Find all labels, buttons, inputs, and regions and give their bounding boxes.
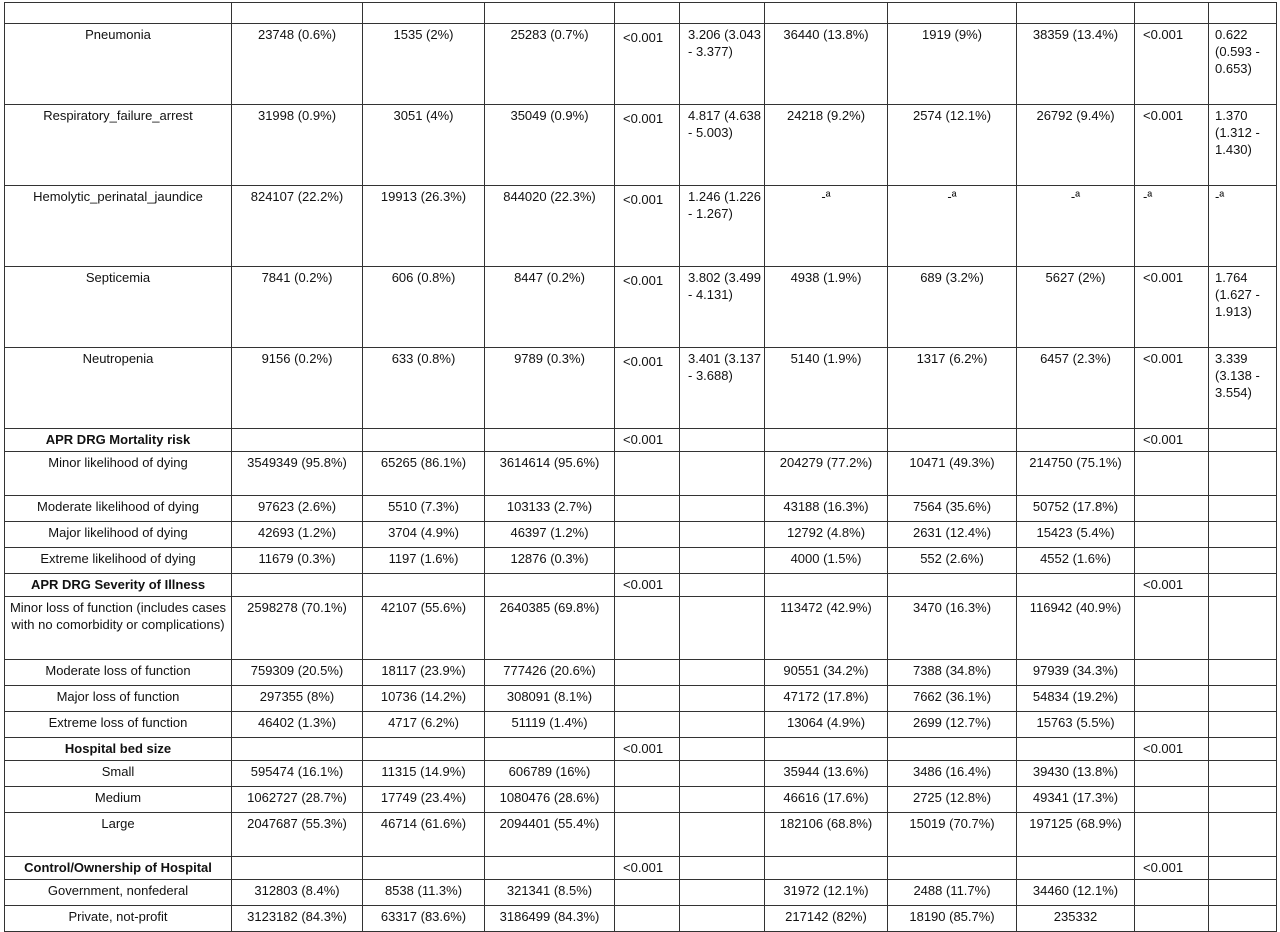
p-value: <0.001 xyxy=(1135,267,1209,348)
empty-cell xyxy=(615,3,680,24)
p-value: <0.001 xyxy=(615,574,680,597)
p-value xyxy=(1135,813,1209,857)
row-label: Hemolytic_perinatal_jaundice xyxy=(5,186,232,267)
odds-ratio xyxy=(680,857,765,880)
count-cell: 7662 (36.1%) xyxy=(888,686,1017,712)
table-row xyxy=(5,712,1277,738)
p-value xyxy=(1135,548,1209,574)
row-label: Pneumonia xyxy=(5,24,232,105)
count-cell: 24218 (9.2%) xyxy=(765,105,888,186)
empty-cell xyxy=(232,3,363,24)
p-value xyxy=(615,813,680,857)
count-cell xyxy=(1017,429,1135,452)
count-cell: 182106 (68.8%) xyxy=(765,813,888,857)
p-value xyxy=(615,761,680,787)
odds-ratio xyxy=(1209,574,1277,597)
odds-ratio: 1.246 (1.226 - 1.267) xyxy=(680,186,765,267)
row-label: Neutropenia xyxy=(5,348,232,429)
count-cell: 552 (2.6%) xyxy=(888,548,1017,574)
p-value xyxy=(1135,522,1209,548)
count-cell: 2598278 (70.1%) xyxy=(232,597,363,660)
count-cell: 297355 (8%) xyxy=(232,686,363,712)
table-row xyxy=(5,186,1277,267)
odds-ratio xyxy=(680,813,765,857)
count-cell xyxy=(888,574,1017,597)
row-label: Minor loss of function (includes cases with no comorbidity or complications) xyxy=(5,597,232,660)
count-cell: 42107 (55.6%) xyxy=(363,597,485,660)
table-row xyxy=(5,597,1277,660)
row-label: Septicemia xyxy=(5,267,232,348)
odds-ratio: 3.339 (3.138 - 3.554) xyxy=(1209,348,1277,429)
count-cell xyxy=(363,738,485,761)
count-cell xyxy=(485,857,615,880)
count-cell: 63317 (83.6%) xyxy=(363,906,485,932)
count-cell: 3470 (16.3%) xyxy=(888,597,1017,660)
p-value xyxy=(615,686,680,712)
count-cell xyxy=(888,429,1017,452)
count-cell: 5627 (2%) xyxy=(1017,267,1135,348)
row-label: Extreme likelihood of dying xyxy=(5,548,232,574)
p-value xyxy=(615,522,680,548)
odds-ratio xyxy=(1209,787,1277,813)
odds-ratio xyxy=(680,452,765,496)
odds-ratio xyxy=(680,738,765,761)
count-cell: 51119 (1.4%) xyxy=(485,712,615,738)
p-value: <0.001 xyxy=(1135,857,1209,880)
empty-cell xyxy=(680,3,765,24)
table-row xyxy=(5,787,1277,813)
p-value: <0.001 xyxy=(1135,574,1209,597)
count-cell xyxy=(485,574,615,597)
count-cell: 17749 (23.4%) xyxy=(363,787,485,813)
row-label: Extreme loss of function xyxy=(5,712,232,738)
count-cell: 4552 (1.6%) xyxy=(1017,548,1135,574)
count-cell xyxy=(485,429,615,452)
count-cell: 308091 (8.1%) xyxy=(485,686,615,712)
count-cell: 1535 (2%) xyxy=(363,24,485,105)
p-value xyxy=(615,597,680,660)
count-cell: 50752 (17.8%) xyxy=(1017,496,1135,522)
odds-ratio xyxy=(1209,496,1277,522)
row-label: Medium xyxy=(5,787,232,813)
count-cell: 49341 (17.3%) xyxy=(1017,787,1135,813)
p-value: <0.001 xyxy=(615,348,680,429)
count-cell: 42693 (1.2%) xyxy=(232,522,363,548)
p-value xyxy=(1135,712,1209,738)
odds-ratio xyxy=(1209,429,1277,452)
count-cell: 4717 (6.2%) xyxy=(363,712,485,738)
empty-cell xyxy=(363,3,485,24)
row-label: Control/Ownership of Hospital xyxy=(5,857,232,880)
p-value: <0.001 xyxy=(1135,429,1209,452)
count-cell: 35049 (0.9%) xyxy=(485,105,615,186)
odds-ratio: 4.817 (4.638 - 5.003) xyxy=(680,105,765,186)
table-row xyxy=(5,813,1277,857)
count-cell xyxy=(363,574,485,597)
count-cell: 2574 (12.1%) xyxy=(888,105,1017,186)
row-label: Private, not-profit xyxy=(5,906,232,932)
p-value: <0.001 xyxy=(615,24,680,105)
count-cell: 1080476 (28.6%) xyxy=(485,787,615,813)
table-row xyxy=(5,660,1277,686)
odds-ratio xyxy=(1209,813,1277,857)
count-cell xyxy=(765,857,888,880)
count-cell xyxy=(888,857,1017,880)
count-cell xyxy=(1017,574,1135,597)
p-value: <0.001 xyxy=(1135,24,1209,105)
count-cell xyxy=(1017,857,1135,880)
count-cell: 7841 (0.2%) xyxy=(232,267,363,348)
count-cell: 15019 (70.7%) xyxy=(888,813,1017,857)
odds-ratio: 0.622 (0.593 - 0.653) xyxy=(1209,24,1277,105)
count-cell: 2640385 (69.8%) xyxy=(485,597,615,660)
count-cell: 3051 (4%) xyxy=(363,105,485,186)
count-cell: 204279 (77.2%) xyxy=(765,452,888,496)
count-cell xyxy=(363,429,485,452)
count-cell: 321341 (8.5%) xyxy=(485,880,615,906)
count-cell: 3614614 (95.6%) xyxy=(485,452,615,496)
p-value: <0.001 xyxy=(1135,738,1209,761)
count-cell: 8538 (11.3%) xyxy=(363,880,485,906)
count-cell: 777426 (20.6%) xyxy=(485,660,615,686)
count-cell: 26792 (9.4%) xyxy=(1017,105,1135,186)
row-label: Small xyxy=(5,761,232,787)
count-cell: 10736 (14.2%) xyxy=(363,686,485,712)
count-cell: 35944 (13.6%) xyxy=(765,761,888,787)
count-cell: 15763 (5.5%) xyxy=(1017,712,1135,738)
odds-ratio xyxy=(680,548,765,574)
empty-cell xyxy=(485,3,615,24)
odds-ratio xyxy=(680,712,765,738)
row-label: Moderate likelihood of dying xyxy=(5,496,232,522)
count-cell: 235332 xyxy=(1017,906,1135,932)
p-value xyxy=(615,548,680,574)
p-value xyxy=(1135,597,1209,660)
section-header-row xyxy=(5,574,1277,597)
count-cell: 197125 (68.9%) xyxy=(1017,813,1135,857)
p-value: -ª xyxy=(1135,186,1209,267)
count-cell xyxy=(232,574,363,597)
count-cell: 31998 (0.9%) xyxy=(232,105,363,186)
row-label: APR DRG Mortality risk xyxy=(5,429,232,452)
empty-cell xyxy=(1135,3,1209,24)
count-cell: 46402 (1.3%) xyxy=(232,712,363,738)
section-header-row xyxy=(5,429,1277,452)
odds-ratio xyxy=(1209,906,1277,932)
count-cell: 9156 (0.2%) xyxy=(232,348,363,429)
empty-cell xyxy=(5,3,232,24)
count-cell: 103133 (2.7%) xyxy=(485,496,615,522)
row-label: Minor likelihood of dying xyxy=(5,452,232,496)
table-row xyxy=(5,548,1277,574)
count-cell xyxy=(765,738,888,761)
odds-ratio xyxy=(680,906,765,932)
count-cell: 2094401 (55.4%) xyxy=(485,813,615,857)
count-cell: 25283 (0.7%) xyxy=(485,24,615,105)
row-label: Moderate loss of function xyxy=(5,660,232,686)
p-value: <0.001 xyxy=(615,267,680,348)
odds-ratio xyxy=(1209,761,1277,787)
count-cell: 214750 (75.1%) xyxy=(1017,452,1135,496)
count-cell: 689 (3.2%) xyxy=(888,267,1017,348)
count-cell: -ª xyxy=(765,186,888,267)
odds-ratio xyxy=(680,597,765,660)
count-cell: 4000 (1.5%) xyxy=(765,548,888,574)
count-cell: 312803 (8.4%) xyxy=(232,880,363,906)
empty-cell xyxy=(1017,3,1135,24)
table-body xyxy=(5,3,1277,932)
p-value: <0.001 xyxy=(615,105,680,186)
count-cell: 15423 (5.4%) xyxy=(1017,522,1135,548)
count-cell: 97623 (2.6%) xyxy=(232,496,363,522)
count-cell: 10471 (49.3%) xyxy=(888,452,1017,496)
count-cell: 633 (0.8%) xyxy=(363,348,485,429)
count-cell xyxy=(232,738,363,761)
section-header-row xyxy=(5,857,1277,880)
table-row xyxy=(5,452,1277,496)
count-cell: 47172 (17.8%) xyxy=(765,686,888,712)
table-row xyxy=(5,348,1277,429)
count-cell: 5140 (1.9%) xyxy=(765,348,888,429)
count-cell: 8447 (0.2%) xyxy=(485,267,615,348)
count-cell xyxy=(888,738,1017,761)
odds-ratio xyxy=(680,496,765,522)
count-cell: 13064 (4.9%) xyxy=(765,712,888,738)
odds-ratio xyxy=(680,686,765,712)
count-cell: 3186499 (84.3%) xyxy=(485,906,615,932)
count-cell: 23748 (0.6%) xyxy=(232,24,363,105)
count-cell xyxy=(232,857,363,880)
count-cell: -ª xyxy=(888,186,1017,267)
table-row xyxy=(5,686,1277,712)
odds-ratio: 3.802 (3.499 - 4.131) xyxy=(680,267,765,348)
count-cell: 43188 (16.3%) xyxy=(765,496,888,522)
count-cell: 2488 (11.7%) xyxy=(888,880,1017,906)
count-cell: 2047687 (55.3%) xyxy=(232,813,363,857)
p-value: <0.001 xyxy=(1135,348,1209,429)
table-row xyxy=(5,3,1277,24)
count-cell: 46397 (1.2%) xyxy=(485,522,615,548)
count-cell: 46714 (61.6%) xyxy=(363,813,485,857)
odds-ratio: 1.764 (1.627 - 1.913) xyxy=(1209,267,1277,348)
count-cell: 217142 (82%) xyxy=(765,906,888,932)
odds-ratio: 3.206 (3.043 - 3.377) xyxy=(680,24,765,105)
empty-cell xyxy=(1209,3,1277,24)
odds-ratio xyxy=(1209,686,1277,712)
count-cell: 3704 (4.9%) xyxy=(363,522,485,548)
p-value: <0.001 xyxy=(615,857,680,880)
data-table xyxy=(4,2,1277,932)
empty-cell xyxy=(765,3,888,24)
count-cell xyxy=(1017,738,1135,761)
row-label: Large xyxy=(5,813,232,857)
count-cell: 31972 (12.1%) xyxy=(765,880,888,906)
count-cell: 39430 (13.8%) xyxy=(1017,761,1135,787)
count-cell: 3486 (16.4%) xyxy=(888,761,1017,787)
p-value: <0.001 xyxy=(615,429,680,452)
empty-cell xyxy=(888,3,1017,24)
count-cell: 116942 (40.9%) xyxy=(1017,597,1135,660)
count-cell: 9789 (0.3%) xyxy=(485,348,615,429)
table-row xyxy=(5,906,1277,932)
count-cell: 844020 (22.3%) xyxy=(485,186,615,267)
table-row xyxy=(5,267,1277,348)
count-cell: 18190 (85.7%) xyxy=(888,906,1017,932)
table-row xyxy=(5,105,1277,186)
count-cell: 90551 (34.2%) xyxy=(765,660,888,686)
row-label: APR DRG Severity of Illness xyxy=(5,574,232,597)
count-cell: 2725 (12.8%) xyxy=(888,787,1017,813)
odds-ratio xyxy=(680,574,765,597)
row-label: Hospital bed size xyxy=(5,738,232,761)
odds-ratio xyxy=(1209,660,1277,686)
odds-ratio: -ª xyxy=(1209,186,1277,267)
count-cell: 1317 (6.2%) xyxy=(888,348,1017,429)
count-cell: 759309 (20.5%) xyxy=(232,660,363,686)
odds-ratio: 1.370 (1.312 - 1.430) xyxy=(1209,105,1277,186)
count-cell: 19913 (26.3%) xyxy=(363,186,485,267)
odds-ratio xyxy=(1209,857,1277,880)
odds-ratio xyxy=(1209,738,1277,761)
count-cell: -ª xyxy=(1017,186,1135,267)
count-cell: 606 (0.8%) xyxy=(363,267,485,348)
count-cell: 1062727 (28.7%) xyxy=(232,787,363,813)
section-header-row xyxy=(5,738,1277,761)
count-cell: 5510 (7.3%) xyxy=(363,496,485,522)
row-label: Major likelihood of dying xyxy=(5,522,232,548)
p-value xyxy=(615,496,680,522)
count-cell: 2631 (12.4%) xyxy=(888,522,1017,548)
p-value xyxy=(615,787,680,813)
count-cell: 97939 (34.3%) xyxy=(1017,660,1135,686)
count-cell: 606789 (16%) xyxy=(485,761,615,787)
p-value xyxy=(1135,686,1209,712)
count-cell: 18117 (23.9%) xyxy=(363,660,485,686)
count-cell: 7388 (34.8%) xyxy=(888,660,1017,686)
count-cell: 3123182 (84.3%) xyxy=(232,906,363,932)
p-value xyxy=(1135,496,1209,522)
table-row xyxy=(5,761,1277,787)
count-cell: 7564 (35.6%) xyxy=(888,496,1017,522)
count-cell: 1197 (1.6%) xyxy=(363,548,485,574)
odds-ratio xyxy=(1209,597,1277,660)
count-cell: 12792 (4.8%) xyxy=(765,522,888,548)
count-cell: 6457 (2.3%) xyxy=(1017,348,1135,429)
count-cell: 113472 (42.9%) xyxy=(765,597,888,660)
count-cell: 4938 (1.9%) xyxy=(765,267,888,348)
p-value xyxy=(615,906,680,932)
odds-ratio xyxy=(1209,452,1277,496)
p-value: <0.001 xyxy=(615,738,680,761)
count-cell: 824107 (22.2%) xyxy=(232,186,363,267)
p-value xyxy=(615,452,680,496)
count-cell: 38359 (13.4%) xyxy=(1017,24,1135,105)
row-label: Respiratory_failure_arrest xyxy=(5,105,232,186)
count-cell xyxy=(485,738,615,761)
count-cell xyxy=(232,429,363,452)
odds-ratio xyxy=(680,429,765,452)
count-cell: 2699 (12.7%) xyxy=(888,712,1017,738)
odds-ratio: 3.401 (3.137 - 3.688) xyxy=(680,348,765,429)
count-cell: 54834 (19.2%) xyxy=(1017,686,1135,712)
count-cell xyxy=(363,857,485,880)
p-value xyxy=(1135,660,1209,686)
count-cell: 595474 (16.1%) xyxy=(232,761,363,787)
count-cell xyxy=(765,574,888,597)
odds-ratio xyxy=(680,660,765,686)
p-value xyxy=(1135,906,1209,932)
count-cell: 36440 (13.8%) xyxy=(765,24,888,105)
p-value xyxy=(615,712,680,738)
count-cell: 11679 (0.3%) xyxy=(232,548,363,574)
p-value xyxy=(1135,761,1209,787)
table-row xyxy=(5,522,1277,548)
p-value: <0.001 xyxy=(615,186,680,267)
p-value: <0.001 xyxy=(1135,105,1209,186)
odds-ratio xyxy=(1209,712,1277,738)
count-cell: 3549349 (95.8%) xyxy=(232,452,363,496)
table-row xyxy=(5,24,1277,105)
row-label: Government, nonfederal xyxy=(5,880,232,906)
odds-ratio xyxy=(1209,522,1277,548)
count-cell: 34460 (12.1%) xyxy=(1017,880,1135,906)
count-cell: 65265 (86.1%) xyxy=(363,452,485,496)
table-row xyxy=(5,496,1277,522)
odds-ratio xyxy=(1209,548,1277,574)
count-cell: 46616 (17.6%) xyxy=(765,787,888,813)
odds-ratio xyxy=(680,787,765,813)
odds-ratio xyxy=(680,522,765,548)
p-value xyxy=(615,660,680,686)
count-cell: 12876 (0.3%) xyxy=(485,548,615,574)
count-cell: 1919 (9%) xyxy=(888,24,1017,105)
count-cell: 11315 (14.9%) xyxy=(363,761,485,787)
p-value xyxy=(1135,452,1209,496)
p-value xyxy=(1135,787,1209,813)
row-label: Major loss of function xyxy=(5,686,232,712)
count-cell xyxy=(765,429,888,452)
odds-ratio xyxy=(680,761,765,787)
